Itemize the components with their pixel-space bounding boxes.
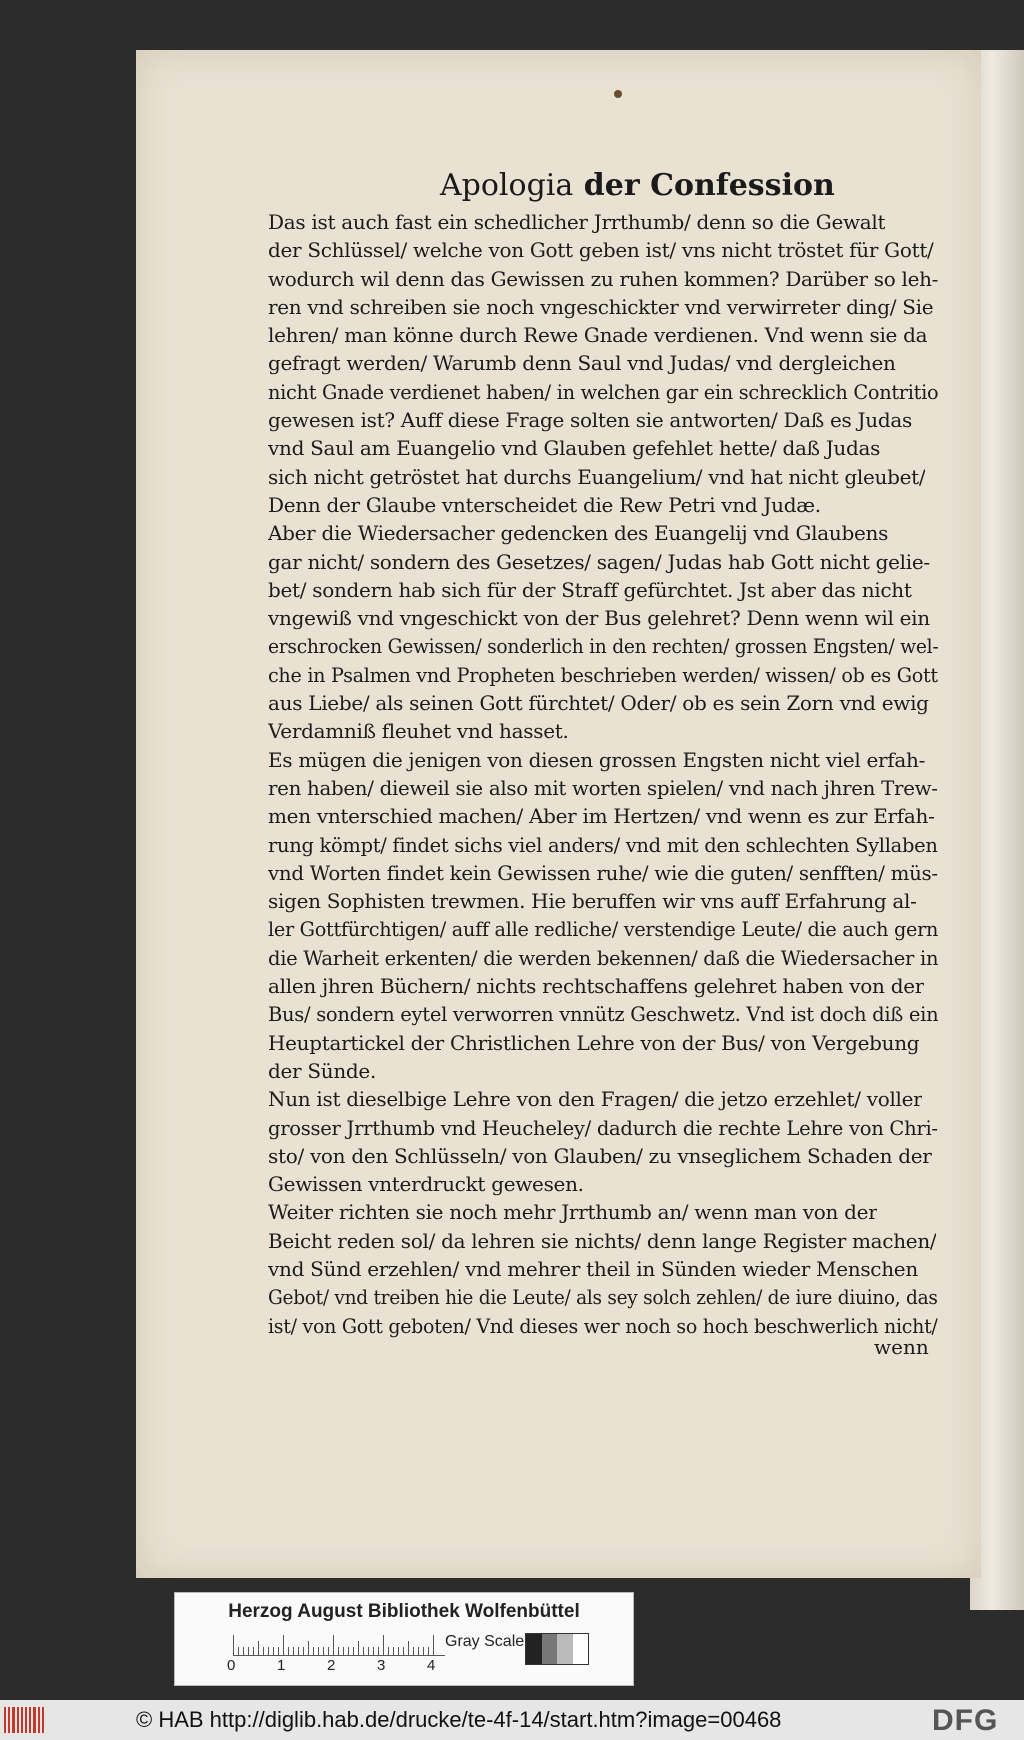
ruler-tick — [403, 1647, 404, 1655]
ruler-tick — [253, 1647, 254, 1655]
ink-spot — [614, 90, 622, 98]
ruler-tick — [233, 1635, 234, 1655]
ruler-tick — [388, 1647, 389, 1655]
text-line: Das ist auch fast ein schedlicher Jrrthumb/ denn so die Gewalt — [268, 210, 885, 234]
ruler-tick — [243, 1647, 244, 1655]
text-line: vnd Saul am Euangelio vnd Glauben gefehlet hette/ daß Judas — [268, 436, 880, 461]
ruler-tick — [328, 1647, 329, 1655]
text-line: Gewissen vnterdruckt gewesen. — [268, 1172, 584, 1197]
target-card — [174, 1592, 634, 1686]
ruler-tick — [413, 1647, 414, 1655]
ruler-tick — [313, 1647, 314, 1655]
body-text — [268, 208, 938, 1340]
gray-scale-label: Gray Scale — [445, 1633, 525, 1650]
ruler-tick — [303, 1647, 304, 1655]
ruler-tick — [393, 1647, 394, 1655]
ruler-tick — [418, 1647, 419, 1655]
text-line: vnd Sünd erzehlen/ vnd mehrer theil in Sünden wieder Menschen — [268, 1256, 918, 1281]
text-line: Es mügen die jenigen von diesen grossen Engsten nicht viel erfah- — [268, 747, 925, 772]
ruler-tick — [258, 1641, 259, 1655]
text-line: ren haben/ dieweil sie also mit worten spielen/ vnd nach jhren Trew- — [268, 775, 938, 800]
footer-bar — [0, 1700, 1024, 1740]
text-line: Aber die Wiedersacher gedencken des Euangelij vnd Glaubens — [268, 521, 888, 546]
ruler-number: 0 — [227, 1657, 236, 1674]
text-line: gewesen ist? Auff diese Frage solten sie antworten/ Daß es Judas — [268, 408, 912, 433]
page-header — [440, 164, 835, 203]
ruler-tick — [378, 1647, 379, 1655]
ruler-tick — [283, 1635, 284, 1655]
ruler-tick — [278, 1647, 279, 1655]
text-line: Weiter richten sie noch mehr Jrrthumb an/ wenn man von der — [268, 1200, 877, 1225]
text-line: der Schlüssel/ welche von Gott geben ist/ vns nicht tröstet für Gott/ — [268, 238, 934, 263]
text-line: Bus/ sondern eytel verworren vnnütz Geschwetz. Vnd ist doch diß ein — [268, 1002, 938, 1027]
ruler-tick — [383, 1635, 384, 1655]
ruler-tick — [273, 1647, 274, 1655]
text-line: wodurch wil denn das Gewissen zu ruhen kommen? Darüber so leh- — [268, 266, 938, 291]
text-line: vnd Worten findet kein Gewissen ruhe/ wie die guten/ senfften/ müs- — [268, 860, 938, 885]
text-line: che in Psalmen vnd Propheten beschrieben werden/ wissen/ ob es Gott — [268, 662, 938, 687]
ruler-tick — [358, 1641, 359, 1655]
ruler-tick — [288, 1647, 289, 1655]
ruler-tick — [343, 1647, 344, 1655]
ruler-tick — [368, 1647, 369, 1655]
ruler-tick — [248, 1647, 249, 1655]
footer-credit-link[interactable]: © HAB http://diglib.hab.de/drucke/te-4f-14/start.htm?image=00468 — [136, 1707, 782, 1732]
ruler-tick — [398, 1647, 399, 1655]
ruler-tick — [373, 1647, 374, 1655]
ruler-tick — [323, 1647, 324, 1655]
gray-scale-swatch — [525, 1633, 589, 1665]
text-line: ler Gottfürchtigen/ auff alle redliche/ verstendige Leute/ die auch gern — [268, 917, 938, 942]
ruler-tick — [353, 1647, 354, 1655]
text-line: men vnterschied machen/ Aber im Hertzen/ vnd wenn es zur Erfah- — [268, 804, 935, 829]
text-line: grosser Jrrthumb vnd Heucheley/ dadurch die rechte Lehre von Chri- — [268, 1115, 938, 1140]
ruler-tick — [428, 1647, 429, 1655]
ruler-tick — [338, 1647, 339, 1655]
text-line: aus Liebe/ als seinen Gott fürchtet/ Oder/ ob es sein Zorn vnd ewig — [268, 691, 929, 716]
text-line: ist/ von Gott geboten/ Vnd dieses wer noch so hoch beschwerlich nicht/ — [268, 1313, 938, 1338]
text-line: lehren/ man könne durch Rewe Gnade verdienen. Vnd wenn sie da — [268, 323, 927, 348]
hab-logo-icon — [4, 1707, 44, 1733]
ruler-number: 4 — [427, 1657, 436, 1674]
text-line: gar nicht/ sondern des Gesetzes/ sagen/ Judas hab Gott nicht gelie- — [268, 549, 930, 574]
ruler-tick — [423, 1647, 424, 1655]
ruler-number: 2 — [327, 1657, 336, 1674]
ruler-tick — [318, 1647, 319, 1655]
ruler-tick — [238, 1647, 239, 1655]
text-line: bet/ sondern hab sich für der Straff gefürchtet. Jst aber das nicht — [268, 577, 912, 602]
ruler-tick — [263, 1647, 264, 1655]
cm-ruler — [233, 1633, 445, 1656]
catchword: wenn — [874, 1335, 929, 1359]
ruler-tick — [293, 1647, 294, 1655]
ruler-tick — [408, 1641, 409, 1655]
text-line: Gebot/ vnd treiben hie die Leute/ als sey solch zehlen/ de iure diuino, das — [268, 1285, 938, 1310]
ruler-number: 3 — [377, 1657, 386, 1674]
ruler-number: 1 — [277, 1657, 286, 1674]
text-line: Nun ist dieselbige Lehre von den Fragen/ die jetzo erzehlet/ voller — [268, 1087, 922, 1112]
ruler-tick — [308, 1641, 309, 1655]
ruler-tick — [433, 1635, 434, 1655]
ruler-tick — [363, 1647, 364, 1655]
header-latin: Apologia — [440, 168, 574, 203]
text-line: sigen Sophisten trewmen. Hie beruffen wir vns auff Erfahrung al- — [268, 889, 917, 914]
text-line: erschrocken Gewissen/ sonderlich in den rechten/ grossen Engsten/ wel- — [268, 634, 938, 659]
text-line: sto/ von den Schlüsseln/ von Glauben/ zu vnseglichem Schaden der — [268, 1143, 932, 1168]
text-line: vngewiß vnd vngeschickt von der Bus gelehret? Denn wenn wil ein — [268, 606, 930, 631]
text-line: nicht Gnade verdienet haben/ in welchen gar ein schrecklich Contritio — [268, 379, 938, 404]
text-line: Beicht reden sol/ da lehren sie nichts/ denn lange Register machen/ — [268, 1228, 936, 1253]
card-title: Herzog August Bibliothek Wolfenbüttel — [228, 1601, 580, 1622]
text-line: die Warheit erkenten/ die werden bekennen/ daß die Wiedersacher in — [268, 945, 938, 970]
ruler-tick — [268, 1647, 269, 1655]
text-line: gefragt werden/ Warumb denn Saul vnd Judas/ vnd dergleichen — [268, 351, 896, 376]
text-line: Verdamniß fleuhet vnd hasset. — [268, 719, 569, 744]
header-german: der Confession — [583, 168, 835, 203]
text-line: Denn der Glaube vnterscheidet die Rew Petri vnd Judæ. — [268, 492, 821, 517]
ruler-tick — [333, 1635, 334, 1655]
dfg-logo: DFG — [932, 1704, 999, 1737]
text-line: der Sünde. — [268, 1058, 376, 1083]
ruler-tick — [298, 1647, 299, 1655]
text-line: sich nicht getröstet hat durchs Euangelium/ vnd hat nicht gleubet/ — [268, 464, 925, 489]
text-line: rung kömpt/ findet sichs viel anders/ vnd mit den schlechten Syllaben — [268, 832, 938, 857]
text-line: allen jhren Büchern/ nichts rechtschaffens gelehret haben von der — [268, 974, 924, 999]
ruler-tick — [348, 1647, 349, 1655]
text-line: Heuptartickel der Christlichen Lehre von der Bus/ von Vergebung — [268, 1030, 919, 1055]
text-line: ren vnd schreiben sie noch vngeschickter vnd verwirreter ding/ Sie — [268, 294, 933, 319]
